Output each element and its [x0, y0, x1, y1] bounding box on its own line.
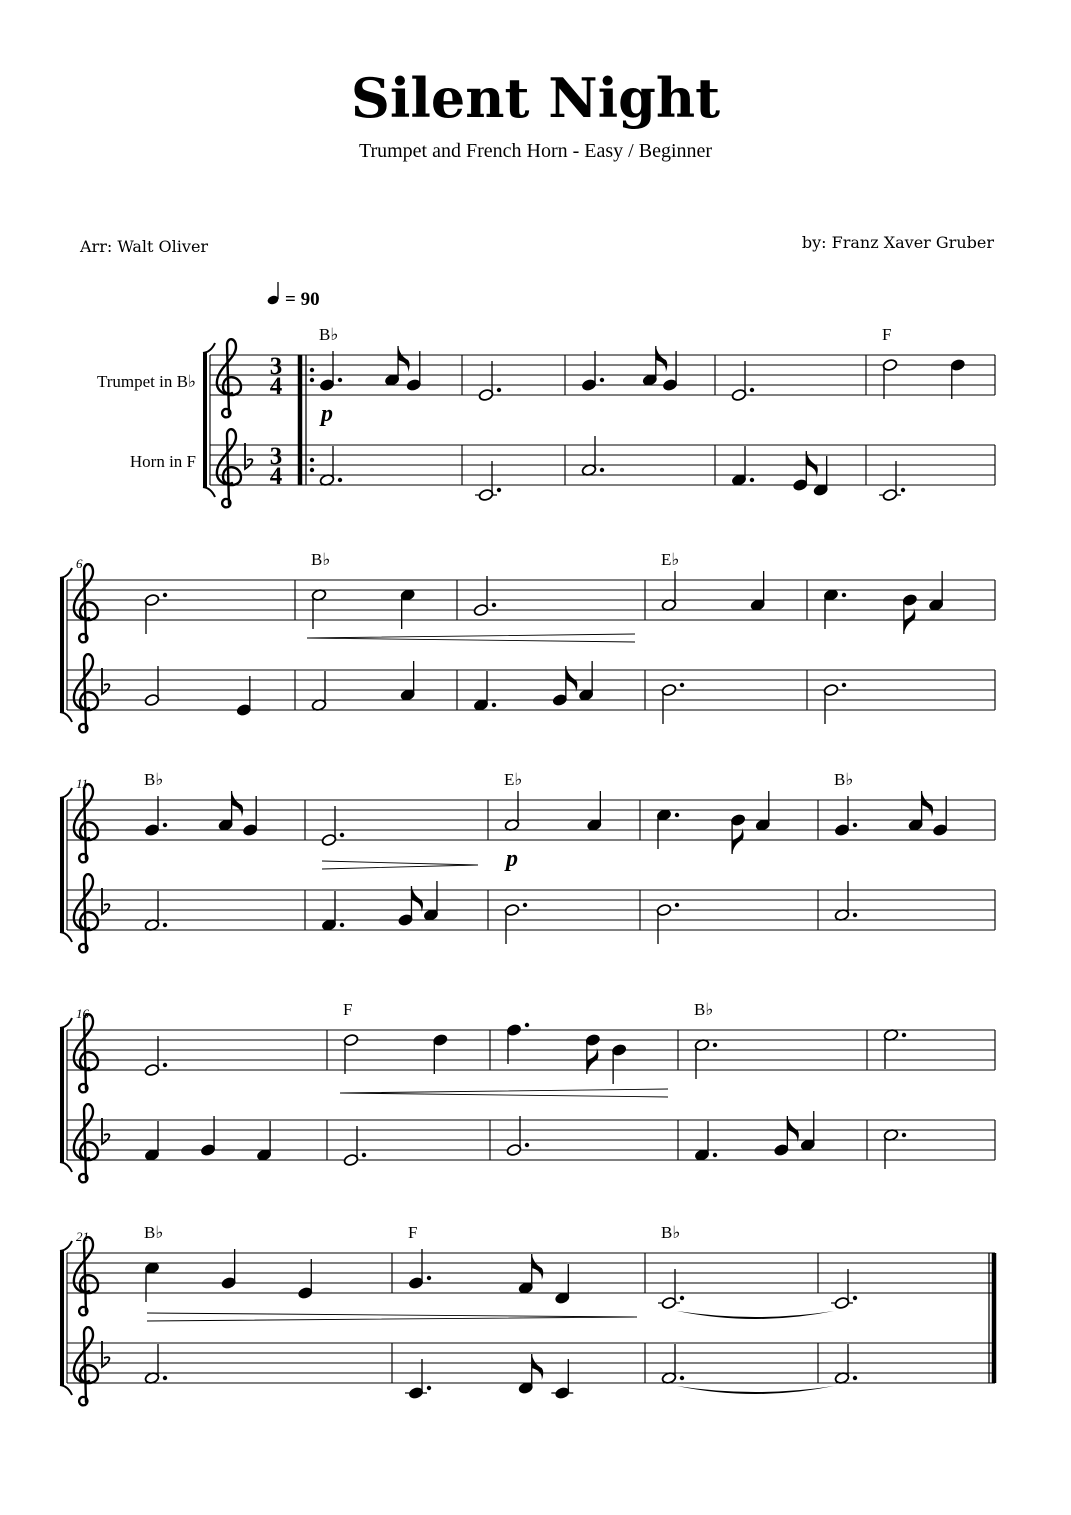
chord-symbol: F: [882, 325, 892, 344]
augmentation-dot: [713, 1153, 717, 1157]
augmentation-dot: [163, 1376, 167, 1380]
eighth-flag: [922, 791, 934, 817]
treble-clef-icon: [217, 339, 241, 417]
measure-number: 11: [76, 776, 89, 791]
treble-clef-icon: [74, 784, 98, 862]
eighth-flag: [656, 346, 668, 372]
treble-clef-icon: [74, 1237, 98, 1315]
crescendo-hairpin: [307, 634, 635, 642]
augmentation-dot: [163, 1063, 167, 1067]
eighth-flag: [532, 1354, 544, 1380]
augmentation-dot: [163, 593, 167, 597]
eighth-flag: [398, 346, 410, 372]
measure-number: 6: [76, 556, 83, 571]
chord-symbol: B♭: [834, 770, 854, 789]
augmentation-dot: [853, 823, 857, 827]
chord-symbol: B♭: [144, 770, 164, 789]
augmentation-dot: [427, 1276, 431, 1280]
augmentation-dot: [842, 683, 846, 687]
treble-clef-icon: [217, 429, 241, 507]
augmentation-dot: [680, 683, 684, 687]
treble-clef-icon: [74, 874, 98, 952]
chord-symbol: F: [408, 1223, 418, 1242]
time-signature-top: 3: [269, 443, 283, 470]
repeat-dot: [310, 458, 314, 462]
chord-symbol: B♭: [311, 550, 331, 569]
augmentation-dot: [523, 903, 527, 907]
tie-trumpet: [677, 1311, 834, 1319]
chord-symbol: F: [343, 1000, 353, 1019]
system-bracket-top: [60, 788, 72, 798]
augmentation-dot: [680, 1296, 684, 1300]
arranger-credit: Arr: Walt Oliver: [80, 237, 209, 256]
crescendo-hairpin: [340, 1089, 668, 1097]
augmentation-dot: [902, 1133, 906, 1137]
chord-symbol: E♭: [504, 770, 523, 789]
augmentation-dot: [853, 1296, 857, 1300]
system-bracket-bottom: [60, 932, 72, 942]
augmentation-dot: [338, 378, 342, 382]
composer-credit: by: Franz Xaver Gruber: [801, 233, 994, 252]
system-bracket-top: [60, 1241, 72, 1251]
system-bracket-bottom: [60, 712, 72, 722]
treble-clef-icon: [74, 654, 98, 732]
augmentation-dot: [713, 1043, 717, 1047]
instrument-name-horn: Horn in F: [129, 452, 196, 471]
time-signature-top: 3: [269, 353, 283, 380]
treble-clef-icon: [74, 1104, 98, 1182]
augmentation-dot: [600, 468, 604, 472]
augmentation-dot: [163, 823, 167, 827]
augmentation-dot: [497, 488, 501, 492]
system-bracket-top: [60, 568, 72, 578]
system-bracket-bottom: [203, 487, 215, 497]
augmentation-dot: [901, 488, 905, 492]
chord-symbol: B♭: [661, 1223, 681, 1242]
eighth-flag: [532, 1254, 544, 1280]
augmentation-dot: [675, 813, 679, 817]
augmentation-dot: [525, 1023, 529, 1027]
system-bracket-bottom: [60, 1162, 72, 1172]
measure-number: 21: [76, 1229, 89, 1244]
augmentation-dot: [492, 703, 496, 707]
augmentation-dot: [842, 593, 846, 597]
augmentation-dot: [427, 1386, 431, 1390]
eighth-flag: [904, 608, 916, 634]
augmentation-dot: [338, 478, 342, 482]
eighth-flag: [732, 828, 744, 854]
chord-symbol: B♭: [319, 325, 339, 344]
augmentation-dot: [492, 603, 496, 607]
augmentation-dot: [680, 1376, 684, 1380]
augmentation-dot: [853, 1376, 857, 1380]
augmentation-dot: [750, 388, 754, 392]
augmentation-dot: [497, 388, 501, 392]
system-bracket-top: [60, 1018, 72, 1028]
augmentation-dot: [340, 833, 344, 837]
dynamic-marking: p: [321, 401, 333, 427]
augmentation-dot: [902, 1033, 906, 1037]
instrument-name-trumpet: Trumpet in B♭: [96, 372, 196, 391]
repeat-dot: [310, 468, 314, 472]
repeat-dot: [310, 378, 314, 382]
repeat-dot: [310, 368, 314, 372]
chord-symbol: E♭: [661, 550, 680, 569]
treble-clef-icon: [74, 1327, 98, 1405]
treble-clef-icon: [74, 564, 98, 642]
decrescendo-hairpin: [147, 1313, 637, 1321]
system-bracket-bottom: [60, 1385, 72, 1395]
augmentation-dot: [362, 1153, 366, 1157]
augmentation-dot: [750, 478, 754, 482]
eighth-flag: [232, 791, 244, 817]
measure-number: 16: [76, 1006, 89, 1021]
chord-symbol: B♭: [144, 1223, 164, 1242]
augmentation-dot: [600, 378, 604, 382]
time-signature-bottom: 4: [269, 373, 283, 400]
chord-symbol: B♭: [694, 1000, 714, 1019]
augmentation-dot: [163, 923, 167, 927]
time-signature-bottom: 4: [269, 463, 283, 490]
augmentation-dot: [340, 923, 344, 927]
dynamic-marking: p: [506, 846, 518, 872]
augmentation-dot: [675, 903, 679, 907]
page-subtitle: Trumpet and French Horn - Easy / Beginner: [358, 140, 713, 162]
treble-clef-icon: [74, 1014, 98, 1092]
tie-horn: [677, 1386, 834, 1394]
augmentation-dot: [525, 1143, 529, 1147]
augmentation-dot: [853, 913, 857, 917]
decrescendo-hairpin: [322, 861, 478, 869]
tempo-marking: = 90: [285, 289, 320, 310]
system-bracket-top: [203, 343, 215, 353]
page-title: Silent Night: [350, 66, 721, 130]
